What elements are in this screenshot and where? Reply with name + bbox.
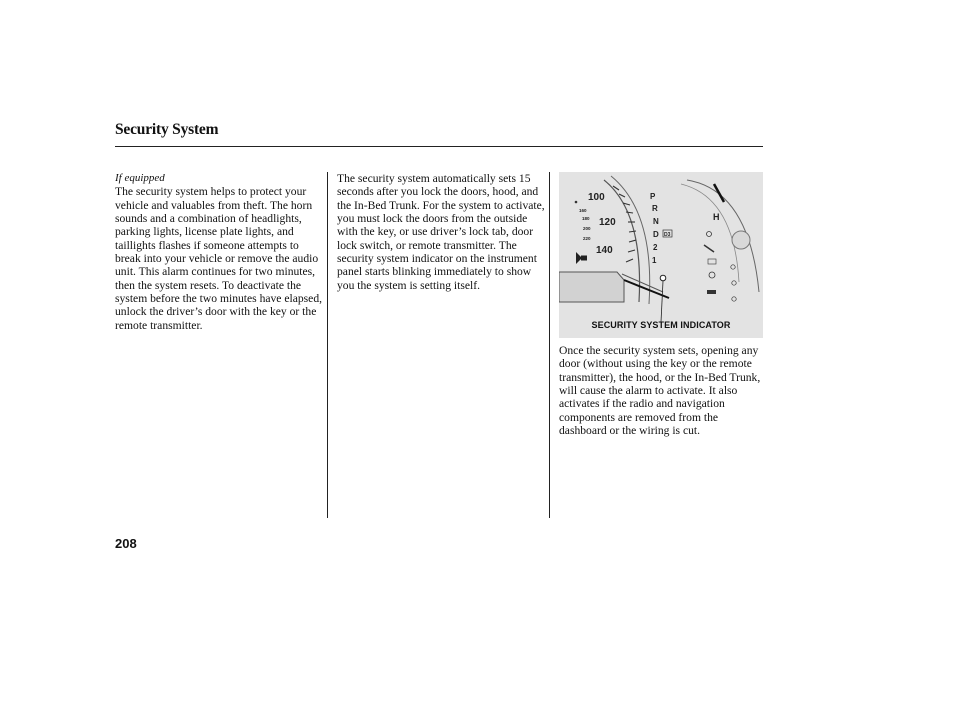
ac-icon [732,297,736,301]
column-3 [559,344,764,437]
gear-1: 1 [652,256,657,265]
wrench-icon [704,245,714,252]
column-divider-2 [549,172,550,518]
column-3-body: Once the security system sets, opening any door (without using the key or the remote transmitter), the hood, or the In-Bed Trunk, will cause the alarm to activate. It also activates if the radio and navigation components are removed from the dashboard or the wiring is cut. [559,344,761,438]
column-2-body: The security system automatically sets 15 seconds after you lock the doors, hood, and the In-Bed Trunk. For the system to activate, you must lock the doors from the outside with the key, or use driver’s lock tab, door lock switch, or remote transmitter. The security system indicator on the instrument panel starts blinking immediately to show you the system is setting itself. [337,172,545,292]
instrument-panel-illustration [559,172,763,338]
if-equipped-note: If equipped [115,172,165,184]
speed-label-140: 140 [596,245,613,256]
gear-n: N [653,217,659,226]
speed-label-120: 120 [599,217,616,228]
indicator-line-shadow [622,274,663,292]
srs-icon [707,290,716,294]
seatbelt-icon [731,265,735,269]
speed-label-small-200: 200 [583,226,591,231]
security-indicator-light-icon [660,275,666,281]
column-1-body: The security system helps to protect your vehicle and valuables from theft. The horn sounds and a combination of headlights, parking lights, license plate lights, and taillights flashes if someone attempts to break into your vehicle or remove the audio unit. This alarm continues for two minutes, then the system resets. To deactivate the system before the two minutes have elapsed, unlock the driver’s door with the key or the remote transmitter. [115,185,323,332]
maint-icon [708,259,716,264]
speed-label-small-180: 180 [582,216,590,221]
column-divider-1 [327,172,328,518]
gear-2: 2 [653,243,658,252]
gear-d: D [653,230,659,239]
column-2 [337,172,547,292]
indicator-leader-line [661,281,663,322]
gear-p: P [650,192,656,201]
instrument-panel-figure [559,172,763,338]
temp-gauge-needle [714,184,724,202]
tire-icon [732,281,736,285]
gauge-h-label: H [713,212,720,222]
small-dot-icon [575,201,578,204]
column-1 [115,172,325,332]
title-rule [115,146,763,147]
gear-d3-badge: D3 [664,232,671,238]
turn-signal-arrow-stem [581,256,587,261]
oil-icon [707,232,712,237]
lower-display-panel [559,272,624,302]
section-title: Security System [115,121,219,138]
speed-label-small-160: 160 [579,208,587,213]
warning-icons-group [704,232,736,302]
speed-label-100: 100 [588,192,605,203]
speed-label-small-220: 220 [583,236,591,241]
figure-caption: SECURITY SYSTEM INDICATOR [591,320,731,330]
gear-r: R [652,204,658,213]
dial-knob-icon [732,231,750,249]
page-number: 208 [115,536,137,551]
brake-icon [709,272,715,278]
